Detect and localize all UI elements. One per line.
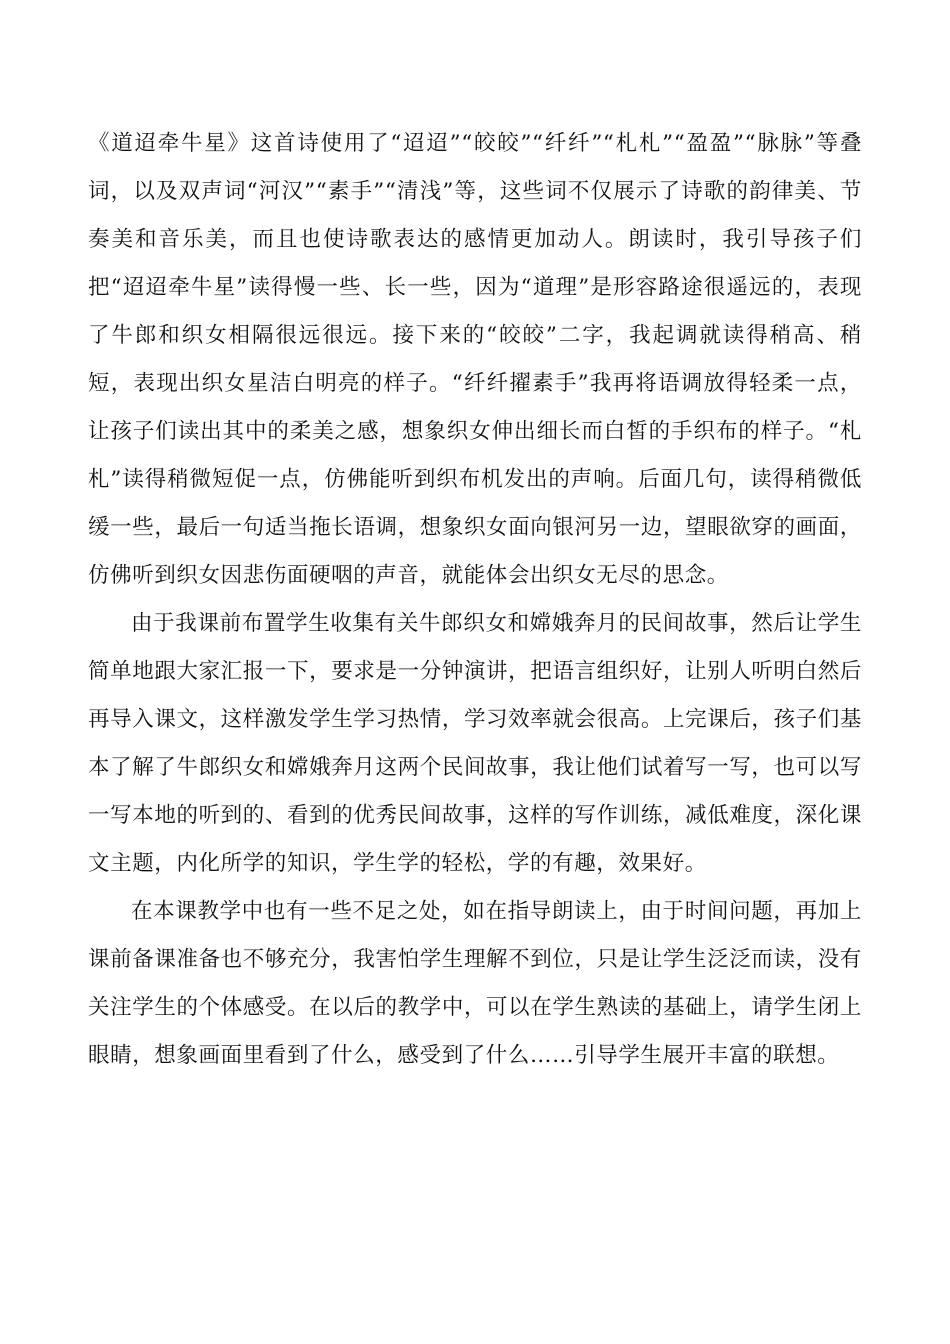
paragraph-3: 在本课教学中也有一些不足之处，如在指导朗读上，由于时间问题，再加上课前备课准备也不够充分，我害怕学生理解不到位，只是让学生泛泛而读，没有关注学生的个体感受。在以后的教学中，可以在学生熟读的基础上，请学生闭上眼睛，想象画面里看到了什么，感受到了什么……引导学生展开丰富的联想。	[88, 899, 862, 1068]
document-body	[88, 120, 862, 1080]
paragraph-1: 《道迢牵牛星》这首诗使用了“迢迢”“皎皎”“纤纤”“札札”“盈盈”“脉脉”等叠词，以及双声词“河汉”“素手”“清浅”等，这些词不仅展示了诗歌的韵律美、节奏美和音乐美，而且也使诗歌表达的感情更加动人。朗读时，我引导孩子们把“迢迢牵牛星”读得慢一些、长一些，因为“道理”是形容路途很遥远的，表现了牛郎和织女相隔很远很远。接下来的“皎皎”二字，我起调就读得稍高、稍短，表现出织女星洁白明亮的样子。“纤纤擢素手”我再将语调放得轻柔一点，让孩子们读出其中的柔美之感，想象织女伸出细长而白皙的手织布的样子。“札札”读得稍微短促一点，仿佛能听到织布机发出的声响。后面几句，读得稍微低缓一些，最后一句适当拖长语调，想象织女面向银河另一边，望眼欲穿的画面，仿佛听到织女因悲伤面硬咽的声音，就能体会出织女无尽的思念。	[88, 131, 862, 588]
paragraph-2: 由于我课前布置学生收集有关牛郎织女和嫦娥奔月的民间故事，然后让学生简单地跟大家汇报一下，要求是一分钟演讲，把语言组织好，让别人听明白然后再导入课文，这样激发学生学习热情，学习效率就会很高。上完课后，孩子们基本了解了牛郎织女和嫦娥奔月这两个民间故事，我让他们试着写一写，也可以写一写本地的听到的、看到的优秀民间故事，这样的写作训练，减低难度，深化课文主题，内化所学的知识，学生学的轻松，学的有趣，效果好。	[88, 611, 862, 876]
